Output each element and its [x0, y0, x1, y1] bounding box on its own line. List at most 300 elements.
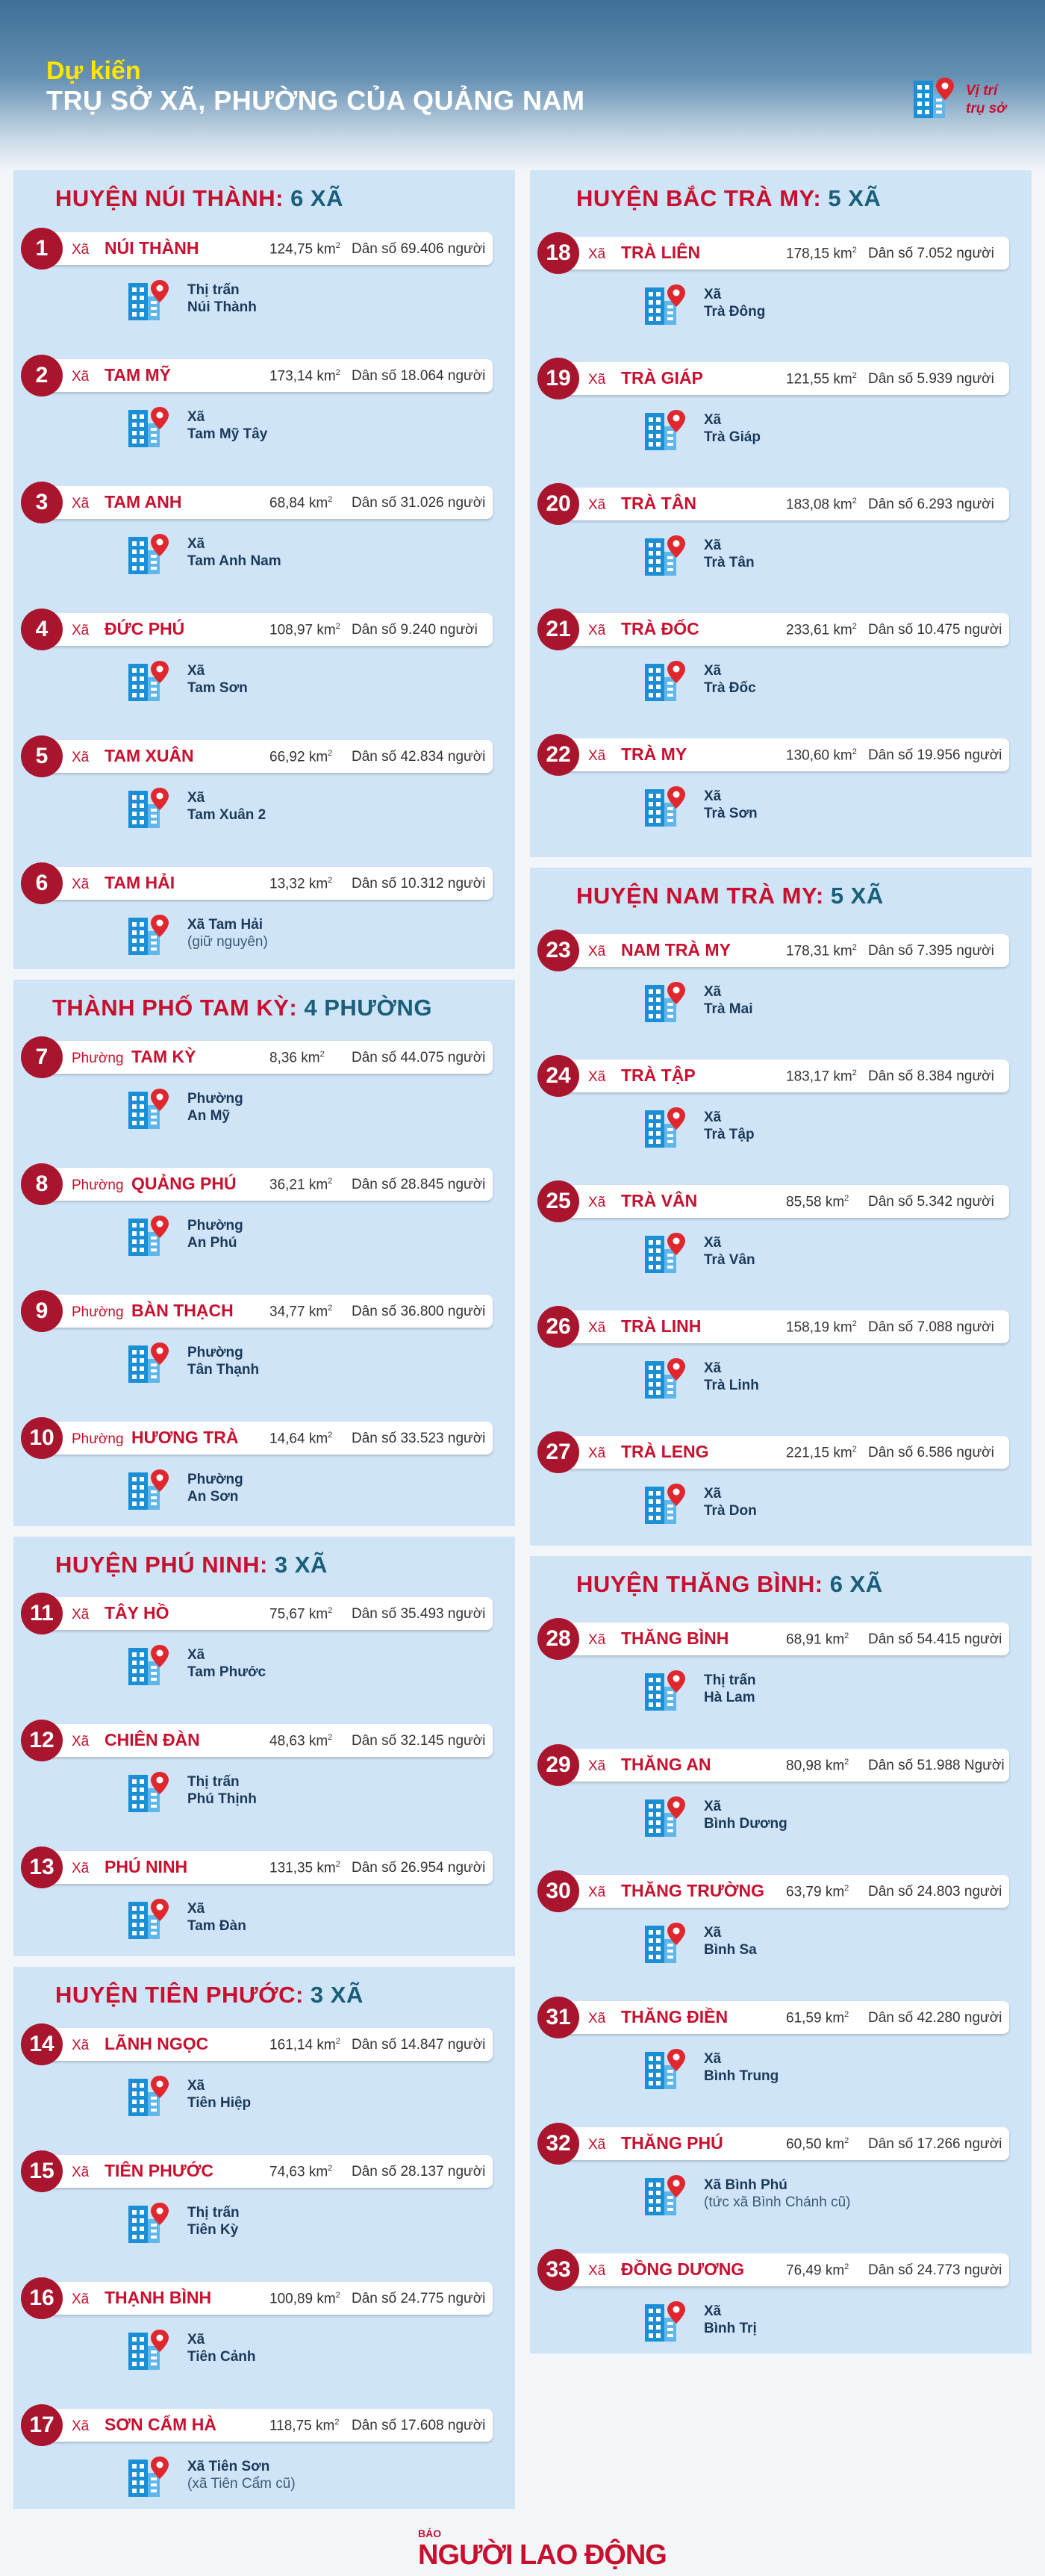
- commune-type: Xã: [72, 2165, 90, 2180]
- commune-type: Xã: [72, 2292, 90, 2307]
- commune-population: Dân số 6.586 người: [868, 1445, 994, 1460]
- commune-area: 8,36 $km^2$: [269, 1050, 325, 1066]
- commune-type: Xã: [72, 496, 90, 511]
- commune-type: Xã: [588, 1885, 606, 1900]
- commune-number-badge: 26: [537, 1306, 579, 1348]
- district-count: 5 XÃ: [830, 883, 884, 909]
- headquarters-line2: Tam Anh Nam: [187, 553, 281, 569]
- headquarters-line2: Bình Sa: [704, 1942, 757, 1958]
- headquarters-line1: Phường: [187, 1218, 243, 1233]
- headquarters-line1: Xã: [704, 1235, 722, 1251]
- building-location-icon: [125, 532, 170, 581]
- commune-type: Xã: [72, 1861, 90, 1876]
- district-name: HUYỆN PHÚ NINH:: [55, 1552, 268, 1578]
- commune-area: 68,91 $km^2$: [786, 1631, 849, 1648]
- commune-type: Xã: [72, 1734, 90, 1749]
- commune-number-badge: 11: [21, 1593, 63, 1634]
- commune-number-badge: 8: [21, 1163, 63, 1205]
- headquarters-line1: Thị trấn: [187, 1774, 240, 1790]
- commune-entry: [21, 2404, 499, 2524]
- headquarters-line1: Xã: [704, 1486, 722, 1502]
- commune-population: Dân số 54.415 người: [868, 1631, 1002, 1647]
- building-location-icon: [125, 2455, 170, 2504]
- commune-number-badge: 6: [21, 862, 63, 904]
- commune-type: Xã: [588, 748, 606, 764]
- commune-entry: [537, 1306, 1015, 1425]
- commune-entry: [537, 1744, 1015, 1864]
- building-location-icon: [125, 1770, 170, 1819]
- headquarters-line2: An Sơn: [187, 1489, 239, 1505]
- commune-entry: [537, 483, 1015, 603]
- headquarters-line2: Tam Mỹ Tây: [187, 426, 268, 442]
- legend-label: Vị trí trụ sở: [966, 83, 1006, 116]
- commune-number-badge: 5: [21, 735, 63, 777]
- commune-population: Dân số 42.834 người: [352, 749, 486, 765]
- building-location-icon: [125, 1214, 170, 1263]
- building-location-icon: [125, 1341, 170, 1390]
- commune-entry: [21, 482, 499, 601]
- commune-entry: [537, 1431, 1015, 1551]
- commune-type: Xã: [72, 1607, 90, 1623]
- commune-entry: [537, 1997, 1015, 2116]
- commune-entry: [21, 1290, 499, 1410]
- commune-population: Dân số 24.775 người: [352, 2291, 486, 2306]
- commune-entry: [21, 2150, 499, 2270]
- commune-entry: [537, 930, 1015, 1049]
- logo-main-text: NGƯỜI LAO ĐỘNG: [418, 2539, 667, 2571]
- headquarters-line1: Xã Bình Phú: [704, 2177, 787, 2193]
- headquarters-line1: Xã: [704, 1110, 722, 1125]
- headquarters-line1: Xã Tam Hải: [187, 917, 263, 933]
- district-title: [52, 995, 432, 1021]
- commune-name: TAM ANH: [104, 492, 182, 511]
- newspaper-logo: [415, 2527, 667, 2572]
- building-location-icon: [642, 1669, 687, 1717]
- commune-number-badge: 17: [21, 2404, 63, 2446]
- headquarters-line2: An Mỹ: [187, 1108, 230, 1124]
- commune-population: Dân số 32.145 người: [352, 1733, 486, 1749]
- commune-area: 178,15 $km^2$: [786, 246, 857, 262]
- commune-type: Xã: [588, 2011, 606, 2026]
- commune-entry: [21, 2277, 499, 2397]
- commune-area: 158,19 $km^2$: [786, 1319, 857, 1336]
- commune-population: Dân số 9.240 người: [352, 622, 478, 638]
- headquarters-line1: Xã: [704, 412, 722, 428]
- commune-entry: [21, 1163, 499, 1283]
- building-location-icon: [642, 1357, 687, 1405]
- building-location-icon: [642, 2300, 687, 2348]
- district-title: [55, 185, 343, 212]
- commune-type: Xã: [588, 372, 606, 388]
- building-location-icon: [125, 405, 170, 454]
- headquarters-line1: Thị trấn: [187, 2205, 240, 2221]
- commune-name: TAM XUÂN: [104, 746, 194, 765]
- commune-population: Dân số 6.293 người: [868, 497, 994, 512]
- commune-entry: [537, 1618, 1015, 1737]
- building-location-icon: [125, 786, 170, 835]
- commune-population: Dân số 31.026 người: [352, 495, 486, 511]
- commune-name: LÃNH NGỌC: [104, 2034, 209, 2053]
- district-count: 4 PHƯỜNG: [304, 995, 432, 1021]
- district-count: 5 XÃ: [828, 185, 882, 211]
- commune-name: THĂNG AN: [621, 1755, 711, 1774]
- commune-entry: [537, 2249, 1015, 2368]
- headquarters-line2: Trà Don: [704, 1503, 757, 1519]
- building-location-icon: [125, 1087, 170, 1136]
- commune-name: NAM TRÀ MY: [621, 940, 731, 959]
- commune-type: Xã: [588, 2137, 606, 2153]
- headquarters-line2: An Phú: [187, 1235, 237, 1251]
- district-count: 3 XÃ: [310, 1982, 364, 2008]
- headquarters-line1: Xã: [187, 663, 205, 679]
- building-location-icon: [642, 1921, 687, 1970]
- headquarters-line2: Trà Tập: [704, 1127, 755, 1142]
- commune-type: Xã: [72, 750, 90, 765]
- commune-name: CHIÊN ĐÀN: [104, 1730, 200, 1749]
- commune-entry: [537, 2123, 1015, 2242]
- commune-type: Xã: [588, 497, 606, 513]
- commune-entry: [537, 609, 1015, 728]
- commune-name: TAM MỸ: [104, 365, 172, 385]
- commune-population: Dân số 7.395 người: [868, 943, 994, 959]
- commune-area: 183,17 $km^2$: [786, 1068, 857, 1085]
- commune-area: 130,60 $km^2$: [786, 747, 857, 764]
- commune-population: Dân số 5.342 người: [868, 1194, 994, 1210]
- headquarters-line1: Xã: [704, 788, 722, 804]
- district-count: 6 XÃ: [290, 185, 343, 211]
- headquarters-line2: Tiên Cảnh: [187, 2349, 256, 2365]
- headquarters-line1: Xã: [187, 409, 205, 425]
- building-location-icon: [642, 659, 687, 708]
- commune-type: Xã: [588, 2263, 606, 2279]
- commune-name: THẠNH BÌNH: [104, 2288, 212, 2307]
- commune-area: 124,75 $km^2$: [269, 241, 340, 258]
- commune-population: Dân số 51.988 Người: [868, 1758, 1005, 1773]
- district-name: HUYỆN THĂNG BÌNH:: [576, 1571, 823, 1597]
- commune-number-badge: 23: [537, 930, 579, 971]
- commune-area: 74,63 $km^2$: [269, 2164, 333, 2180]
- commune-area: 108,97 $km^2$: [269, 622, 340, 638]
- commune-number-badge: 27: [537, 1431, 579, 1473]
- headquarters-line1: Xã: [187, 536, 205, 552]
- commune-name: TRÀ GIÁP: [621, 368, 703, 388]
- commune-population: Dân số 8.384 người: [868, 1068, 994, 1084]
- commune-number-badge: 9: [21, 1290, 63, 1332]
- headquarters-line1: Xã: [704, 1925, 722, 1941]
- commune-number-badge: 30: [537, 1870, 579, 1912]
- headquarters-line1: Xã: [704, 1799, 722, 1814]
- commune-population: Dân số 17.266 người: [868, 2136, 1002, 2152]
- commune-name: QUẢNG PHÚ: [131, 1174, 237, 1193]
- headquarters-line1: Thị trấn: [704, 1673, 756, 1688]
- commune-entry: [21, 1847, 499, 1966]
- commune-population: Dân số 24.803 người: [868, 1884, 1002, 1900]
- headquarters-line1: Xã: [704, 2303, 722, 2319]
- commune-area: 178,31 $km^2$: [786, 943, 857, 959]
- headquarters-line1: Xã: [187, 2078, 205, 2094]
- building-location-icon: [642, 1231, 687, 1280]
- headquarters-line2: Bình Dương: [704, 1816, 787, 1832]
- commune-type: Xã: [588, 246, 606, 262]
- building-location-icon: [642, 785, 687, 833]
- headquarters-line2: (xã Tiên Cẩm cũ): [187, 2476, 296, 2492]
- commune-name: ĐỨC PHÚ: [104, 619, 185, 638]
- commune-number-badge: 15: [21, 2150, 63, 2192]
- headquarters-line1: Xã: [704, 1360, 722, 1376]
- commune-number-badge: 28: [537, 1618, 579, 1660]
- commune-entry: [21, 1417, 499, 1537]
- commune-number-badge: 4: [21, 609, 63, 650]
- building-location-icon: [911, 76, 955, 121]
- headquarters-line2: Trà Đốc: [704, 680, 756, 696]
- commune-name: TRÀ LIÊN: [621, 243, 701, 262]
- commune-number-badge: 33: [537, 2249, 579, 2291]
- commune-entry: [21, 2023, 499, 2143]
- commune-name: TAM HẢI: [104, 873, 175, 892]
- commune-entry: [21, 1720, 499, 1839]
- headquarters-line2: Tiên Hiệp: [187, 2095, 252, 2111]
- commune-area: 161,14 $km^2$: [269, 2037, 340, 2053]
- commune-number-badge: 25: [537, 1180, 579, 1222]
- commune-entry: [537, 1180, 1015, 1300]
- commune-type: Xã: [72, 242, 90, 258]
- building-location-icon: [125, 913, 170, 962]
- commune-entry: [537, 734, 1015, 853]
- commune-number-badge: 3: [21, 482, 63, 523]
- commune-name: THĂNG TRƯỜNG: [621, 1881, 765, 1900]
- commune-name: THĂNG BÌNH: [621, 1628, 729, 1648]
- district-title: [55, 1982, 364, 2009]
- commune-number-badge: 2: [21, 355, 63, 396]
- commune-population: Dân số 28.137 người: [352, 2164, 486, 2180]
- header-title: TRỤ SỞ XÃ, PHƯỜNG CỦA QUẢNG NAM: [46, 85, 585, 116]
- commune-type: Xã: [72, 2038, 90, 2053]
- commune-area: 13,32 $km^2$: [269, 876, 333, 892]
- headquarters-line1: Xã: [187, 2332, 205, 2348]
- commune-area: 75,67 $km^2$: [269, 1606, 333, 1623]
- commune-type: Xã: [588, 1195, 606, 1210]
- commune-area: 121,55 $km^2$: [786, 371, 857, 388]
- district-name: HUYỆN TIÊN PHƯỚC:: [55, 1982, 304, 2008]
- district-name: HUYỆN NÚI THÀNH:: [55, 185, 284, 211]
- commune-entry: [537, 1055, 1015, 1175]
- logo-small-text: BÁO: [418, 2527, 442, 2539]
- headquarters-line1: Phường: [187, 1091, 243, 1107]
- building-location-icon: [642, 980, 687, 1029]
- commune-name: TÂY HỒ: [104, 1603, 169, 1623]
- commune-name: THĂNG ĐIỀN: [621, 2007, 729, 2026]
- headquarters-line2: Hà Lam: [704, 1690, 755, 1705]
- building-location-icon: [125, 2201, 170, 2250]
- commune-name: TRÀ MY: [621, 744, 687, 764]
- commune-number-badge: 12: [21, 1720, 63, 1761]
- commune-entry: [21, 862, 499, 982]
- commune-number-badge: 24: [537, 1055, 579, 1097]
- headquarters-line2: Tam Đàn: [187, 1918, 246, 1934]
- headquarters-line2: Trà Linh: [704, 1378, 759, 1393]
- commune-entry: [21, 228, 499, 347]
- commune-area: 60,50 $km^2$: [786, 2136, 849, 2153]
- headquarters-line2: Tam Phước: [187, 1664, 266, 1680]
- headquarters-line1: Xã: [187, 790, 205, 806]
- commune-type: Phường: [72, 1051, 124, 1066]
- headquarters-line2: Tiên Kỳ: [187, 2222, 239, 2238]
- commune-population: Dân số 24.773 người: [868, 2262, 1002, 2278]
- building-location-icon: [642, 1795, 687, 1844]
- commune-area: 221,15 $km^2$: [786, 1445, 857, 1461]
- commune-population: Dân số 19.956 người: [868, 747, 1002, 763]
- commune-area: 68,84 $km^2$: [269, 495, 333, 511]
- commune-population: Dân số 28.845 người: [352, 1177, 486, 1192]
- headquarters-line2: Bình Trung: [704, 2068, 779, 2084]
- commune-number-badge: 14: [21, 2023, 63, 2065]
- commune-population: Dân số 42.280 người: [868, 2010, 1002, 2026]
- commune-area: 48,63 $km^2$: [269, 1733, 333, 1749]
- commune-number-badge: 29: [537, 1744, 579, 1786]
- commune-name: TRÀ LINH: [621, 1316, 702, 1336]
- building-location-icon: [125, 2328, 170, 2377]
- commune-area: 63,79 $km^2$: [786, 1884, 849, 1900]
- commune-entry: [21, 609, 499, 728]
- commune-population: Dân số 7.088 người: [868, 1319, 994, 1335]
- commune-name: BÀN THẠCH: [131, 1301, 234, 1320]
- commune-name: TAM KỲ: [131, 1047, 196, 1066]
- building-location-icon: [642, 1106, 687, 1154]
- legend: [911, 76, 1023, 124]
- commune-number-badge: 20: [537, 483, 579, 525]
- commune-type: Xã: [588, 1758, 606, 1774]
- commune-name: PHÚ NINH: [104, 1857, 188, 1876]
- commune-area: 36,21 $km^2$: [269, 1177, 333, 1193]
- district-name: HUYỆN NAM TRÀ MY:: [576, 883, 824, 909]
- district-title: [576, 883, 884, 909]
- commune-population: Dân số 18.064 người: [352, 368, 486, 384]
- commune-area: 85,58 $km^2$: [786, 1194, 849, 1210]
- commune-type: Xã: [588, 944, 606, 959]
- commune-number-badge: 21: [537, 609, 579, 650]
- headquarters-line2: Bình Trị: [704, 2321, 757, 2336]
- headquarters-line1: Xã: [704, 538, 722, 553]
- commune-entry: [21, 735, 499, 855]
- header-subtitle: Dự kiến: [46, 57, 141, 85]
- commune-name: TRÀ VÂN: [621, 1191, 698, 1210]
- commune-population: Dân số 17.608 người: [352, 2418, 486, 2433]
- commune-population: Dân số 36.800 người: [352, 1304, 486, 1319]
- commune-population: Dân số 26.954 người: [352, 1860, 486, 1876]
- commune-population: Dân số 10.312 người: [352, 876, 486, 892]
- commune-type: Xã: [72, 877, 90, 892]
- headquarters-line1: Xã: [704, 984, 722, 1000]
- commune-area: 80,98 $km^2$: [786, 1758, 849, 1774]
- district-name: THÀNH PHỐ TAM KỲ:: [52, 995, 298, 1021]
- building-location-icon: [642, 534, 687, 582]
- commune-area: 34,77 $km^2$: [269, 1304, 333, 1320]
- commune-entry: [21, 355, 499, 474]
- commune-entry: [537, 232, 1015, 352]
- commune-population: Dân số 44.075 người: [352, 1050, 486, 1065]
- commune-name: SƠN CẨM HÀ: [104, 2415, 216, 2434]
- commune-type: Xã: [72, 369, 90, 385]
- building-location-icon: [125, 1643, 170, 1692]
- headquarters-line2: Trà Tân: [704, 555, 755, 570]
- district-title: [55, 1552, 328, 1578]
- headquarters-line1: Xã: [704, 287, 722, 302]
- commune-population: Dân số 14.847 người: [352, 2037, 486, 2053]
- headquarters-line1: Xã Tiên Sơn: [187, 2459, 270, 2474]
- district-name: HUYỆN BẮC TRÀ MY:: [576, 185, 822, 211]
- commune-area: 173,14 $km^2$: [269, 368, 340, 385]
- headquarters-line2: Trà Vân: [704, 1252, 755, 1268]
- commune-area: 76,49 $km^2$: [786, 2262, 849, 2279]
- district-count: 6 XÃ: [829, 1571, 883, 1597]
- building-location-icon: [125, 2074, 170, 2123]
- headquarters-line1: Thị trấn: [187, 282, 240, 298]
- commune-number-badge: 13: [21, 1847, 63, 1888]
- commune-name: THĂNG PHÚ: [621, 2133, 723, 2153]
- headquarters-line1: Xã: [187, 1901, 205, 1917]
- headquarters-line1: Xã: [187, 1647, 205, 1663]
- commune-type: Phường: [72, 1177, 124, 1193]
- commune-type: Phường: [72, 1304, 124, 1320]
- headquarters-line2: Núi Thành: [187, 299, 257, 315]
- commune-name: TRÀ TÂN: [621, 494, 696, 513]
- commune-number-badge: 31: [537, 1997, 579, 2038]
- commune-area: 66,92 $km^2$: [269, 749, 333, 765]
- commune-name: TRÀ TẬP: [621, 1065, 696, 1085]
- commune-number-badge: 18: [537, 232, 579, 274]
- commune-population: Dân số 7.052 người: [868, 246, 994, 261]
- headquarters-line2: (giữ nguyên): [187, 934, 268, 950]
- district-title: [576, 1571, 883, 1598]
- headquarters-line1: Phường: [187, 1345, 243, 1360]
- commune-area: 183,08 $km^2$: [786, 497, 857, 513]
- headquarters-line2: Tam Sơn: [187, 680, 248, 696]
- commune-name: NÚI THÀNH: [104, 238, 199, 258]
- headquarters-line2: Trà Giáp: [704, 429, 761, 445]
- commune-number-badge: 32: [537, 2123, 579, 2165]
- headquarters-line2: Trà Đông: [704, 304, 766, 320]
- commune-type: Xã: [588, 1069, 606, 1085]
- commune-number-badge: 19: [537, 358, 579, 399]
- headquarters-line2: Trà Sơn: [704, 806, 758, 821]
- commune-number-badge: 10: [21, 1417, 63, 1459]
- commune-type: Xã: [72, 2418, 90, 2434]
- commune-number-badge: 16: [21, 2277, 63, 2319]
- commune-type: Xã: [588, 1446, 606, 1461]
- building-location-icon: [642, 1482, 687, 1531]
- commune-number-badge: 22: [537, 734, 579, 776]
- headquarters-line1: Xã: [704, 2051, 722, 2067]
- commune-number-badge: 1: [21, 228, 63, 270]
- headquarters-line1: Phường: [187, 1472, 243, 1487]
- commune-population: Dân số 69.406 người: [352, 241, 486, 257]
- commune-name: TRÀ ĐỐC: [621, 619, 699, 638]
- headquarters-line2: Trà Mai: [704, 1001, 753, 1017]
- commune-area: 61,59 $km^2$: [786, 2010, 849, 2026]
- district-title: [576, 185, 881, 212]
- commune-type: Xã: [588, 1632, 606, 1648]
- commune-name: ĐỒNG DƯƠNG: [621, 2259, 745, 2279]
- commune-area: 233,61 $km^2$: [786, 622, 857, 638]
- building-location-icon: [642, 283, 687, 332]
- commune-area: 14,64 $km^2$: [269, 1431, 333, 1447]
- commune-area: 100,89 $km^2$: [269, 2291, 340, 2307]
- commune-entry: [21, 1036, 499, 1156]
- header-banner: [0, 0, 1045, 172]
- commune-number-badge: 7: [21, 1036, 63, 1078]
- commune-area: 131,35 $km^2$: [269, 1860, 340, 1876]
- building-location-icon: [125, 659, 170, 708]
